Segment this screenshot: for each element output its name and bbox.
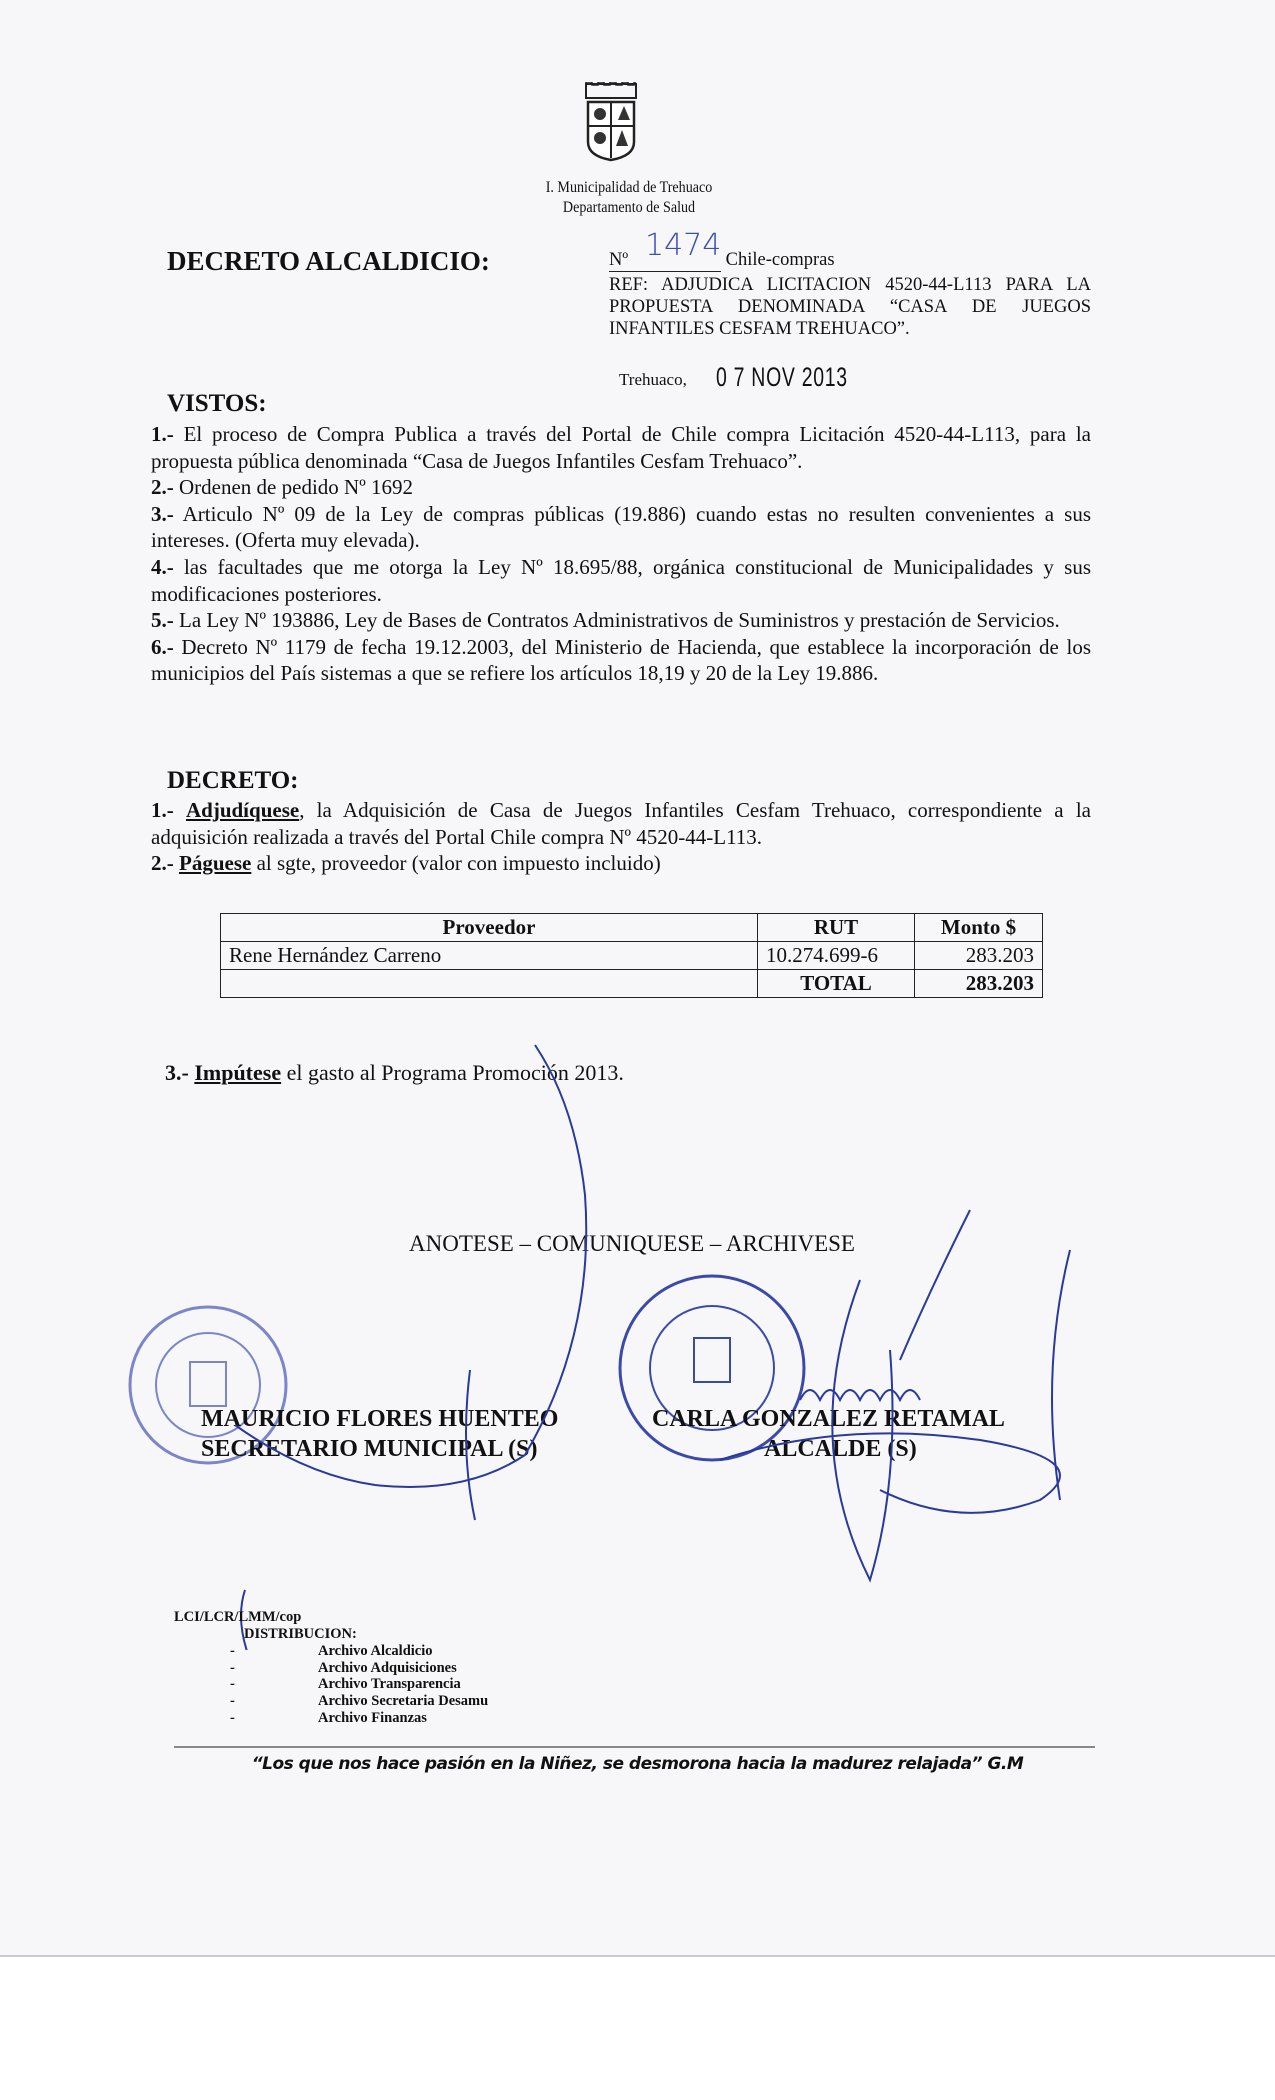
place: Trehuaco, — [619, 370, 687, 389]
vistos-item: 4.- las facultades que me otorga la Ley Nº 18.695/88, orgánica constitucional de Municipalidades y sus modificaciones posteriores. — [151, 554, 1091, 606]
coat-of-arms-logo — [580, 82, 642, 162]
vistos-item: 5.- La Ley Nº 193886, Ley de Bases de Contratos Administrativos de Suministros y prestación de Servicios. — [151, 608, 1060, 633]
footer-divider — [174, 1746, 1095, 1748]
decreto-heading: DECRETO: — [167, 767, 299, 794]
list-item: - Archivo Secretaria Desamu — [230, 1693, 489, 1710]
header-proveedor: Proveedor — [221, 914, 758, 942]
vistos-item: 1.- El proceso de Compra Publica a través del Portal de Chile compra Licitación 4520-44-L113, para la propuesta pública denominada “Casa de Juegos Infantiles Cesfam Trehuaco”. — [151, 422, 1091, 473]
decreto-item-3: 3.- Impútese el gasto al Programa Promoción 2013. — [165, 1060, 624, 1085]
distribution-heading: DISTRIBUCION: — [244, 1626, 357, 1642]
date-stamp: 0 7 NOV 2013 — [716, 362, 848, 392]
vistos-heading: VISTOS: — [167, 390, 267, 417]
distribution-list — [230, 1643, 488, 1727]
supplier-table — [220, 913, 1043, 998]
decreto-item-2: 2.- Páguese al sgte, proveedor (valor con impuesto incluido) — [151, 851, 661, 876]
list-item: - Archivo Alcaldicio — [230, 1643, 433, 1659]
list-item: - Archivo Adquisiciones — [230, 1659, 457, 1676]
vistos-item: 2.- Ordenen de pedido Nº 1692 — [151, 475, 413, 500]
handwritten-signatures — [0, 1030, 1275, 1650]
handwritten-number: 1474 — [645, 228, 722, 263]
signature-block-secretary: MAURICIO FLORES HUENTEO SECRETARIO MUNICIPAL (S) — [201, 1406, 559, 1462]
department-name: Departamento de Salud — [562, 199, 696, 216]
decree-number: Nº 1474 Chile-compras — [609, 228, 835, 270]
header-monto: Monto $ — [915, 914, 1043, 942]
vistos-list — [151, 421, 1091, 687]
table-row: Rene Hernández Carreno 10.274.699-6 283.203 — [221, 942, 1043, 970]
footer-quote: “Los que nos hace pasión en la Niñez, se desmorona hacia la madurez relajada” G.M — [251, 1754, 1024, 1774]
decreto-item-1: 1.- Adjudíquese, la Adquisición de Casa de Juegos Infantiles Cesfam Trehuaco, correspondiente a la adquisición realizada a través del Portal Chile compra Nº 4520-44-L113. — [151, 798, 1091, 849]
signature-block-mayor: CARLA GONZALEZ RETAMAL ALCALDE (S) — [652, 1406, 1005, 1462]
list-item: - Archivo Transparencia — [230, 1676, 461, 1693]
initials: LCI/LCR/LMM/cop — [174, 1609, 302, 1625]
vistos-item: 6.- Decreto Nº 1179 de fecha 19.12.2003, del Ministerio de Hacienda, que establece la incorporación de los municipios del País sistemas a que se refiere los artículos 18,19 y 20 de la Ley 19.886. — [151, 634, 1091, 686]
vistos-item: 3.- Articulo Nº 09 de la Ley de compras públicas (19.886) cuando estas no resulten convenientes a sus intereses. (Oferta muy elevada). — [151, 501, 1091, 553]
municipality-name: I. Municipalidad de Trehuaco — [545, 179, 713, 196]
decree-reference: REF: ADJUDICA LICITACION 4520-44-L113 PARA LA PROPUESTA DENOMINADA “CASA DE JUEGOS INFANTILES CESFAM TREHUACO”. — [609, 275, 1091, 339]
decree-title: DECRETO ALCALDICIO: — [167, 246, 490, 276]
decreto-list — [151, 797, 1091, 877]
closing-formula: ANOTESE – COMUNIQUESE – ARCHIVESE — [409, 1231, 855, 1256]
total-row: TOTAL 283.203 — [221, 970, 1043, 998]
list-item: - Archivo Finanzas — [230, 1709, 427, 1726]
header-rut: RUT — [758, 914, 915, 942]
